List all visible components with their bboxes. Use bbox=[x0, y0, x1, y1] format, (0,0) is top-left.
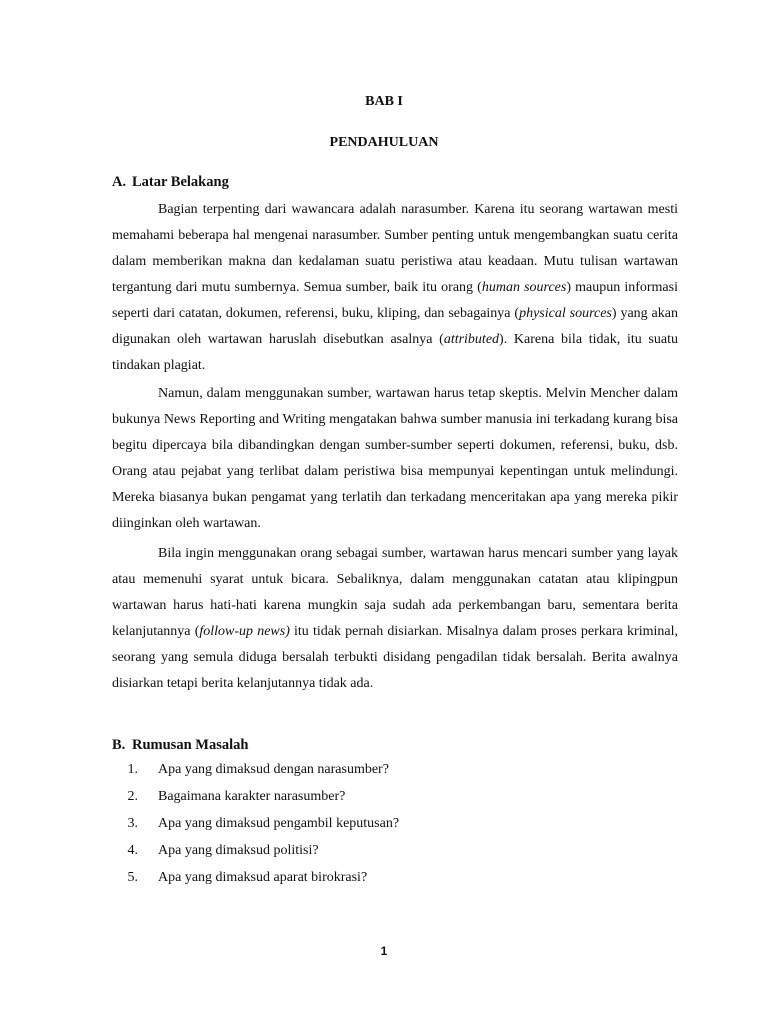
list-text: Apa yang dimaksud dengan narasumber? bbox=[158, 762, 389, 777]
section-letter: A. bbox=[112, 174, 127, 190]
paragraph bbox=[112, 381, 678, 537]
paragraph bbox=[112, 197, 678, 379]
italic-term: follow-up news) bbox=[199, 624, 290, 639]
section-letter: B. bbox=[112, 737, 126, 753]
italic-term: physical sources bbox=[519, 306, 612, 321]
list-text: Bagaimana karakter narasumber? bbox=[158, 789, 346, 804]
chapter-number: BAB I bbox=[365, 94, 403, 109]
list-item bbox=[112, 787, 399, 814]
italic-term: human sources bbox=[481, 280, 567, 295]
list-item bbox=[112, 868, 399, 895]
section-title: Latar Belakang bbox=[132, 174, 229, 190]
italic-term: attributed bbox=[443, 332, 500, 347]
text-run: ). Karena bila tidak, itu suatu tindakan plagiat. bbox=[112, 332, 678, 373]
list-item bbox=[112, 814, 399, 841]
section-heading-rumusan-masalah bbox=[112, 737, 248, 754]
list-number: 2. bbox=[127, 789, 138, 804]
list-number: 3. bbox=[127, 816, 138, 831]
text-run: Bagian terpenting dari wawancara adalah narasumber. Karena itu seorang wartawan mesti memahami beberapa hal mengenai narasumber. Sumber penting untuk mengembangkan suatu cerita dalam memberikan makna dan kedalaman suatu peristiwa atau keadaan. Mutu tulisan wartawan tergantung dari mutu sumbernya. Semua sumber, baik itu orang ( bbox=[112, 202, 678, 295]
text-run: ) yang akan digunakan oleh wartawan haruslah disebutkan asalnya ( bbox=[112, 306, 678, 347]
page-number: 1 bbox=[380, 944, 388, 958]
list-number: 4. bbox=[127, 843, 138, 858]
list-number: 5. bbox=[127, 870, 138, 885]
list-text: Apa yang dimaksud aparat birokrasi? bbox=[158, 870, 368, 885]
list-item bbox=[112, 760, 399, 787]
section-title: Rumusan Masalah bbox=[132, 737, 249, 753]
paragraph bbox=[112, 541, 678, 697]
list-item bbox=[112, 841, 399, 868]
text-run: Bila ingin menggunakan orang sebagai sumber, wartawan harus mencari sumber yang layak atau memenuhi syarat untuk bicara. Sebaliknya, dalam menggunakan catatan atau klipingpun wartawan harus hati-hati karena mungkin saja sudah ada perkembangan baru, sementara berita kelanjutannya ( bbox=[112, 546, 678, 639]
chapter-title: PENDAHULUAN bbox=[329, 135, 439, 150]
list-text: Apa yang dimaksud pengambil keputusan? bbox=[158, 816, 400, 831]
list-number: 1. bbox=[127, 762, 138, 777]
list-text: Apa yang dimaksud politisi? bbox=[158, 843, 319, 858]
text-run: ) maupun informasi seperti dari catatan, dokumen, referensi, buku, kliping, dan sebagainya ( bbox=[112, 280, 678, 321]
text-run: Namun, dalam menggunakan sumber, wartawan harus tetap skeptis. Melvin Mencher dalam bukunya News Reporting and Writing mengatakan bahwa sumber manusia ini terkadang kurang bisa begitu dipercaya bila dibandingkan dengan sumber-sumber seperti dokumen, referensi, buku, dsb. Orang atau pejabat yang terlibat dalam peristiwa bisa mempunyai kepentingan untuk melindungi. Mereka biasanya bukan pengamat yang terlatih dan terkadang menceritakan apa yang mereka pikir diinginkan oleh wartawan. bbox=[112, 386, 678, 531]
problem-list bbox=[112, 760, 399, 895]
section-heading-latar-belakang bbox=[112, 174, 229, 191]
text-run: itu tidak pernah disiarkan. Misalnya dalam proses perkara kriminal, seorang yang semula diduga bersalah terbukti disidang pengadilan tidak bersalah. Berita awalnya disiarkan tetapi berita kelanjutannya tidak ada. bbox=[112, 624, 678, 691]
